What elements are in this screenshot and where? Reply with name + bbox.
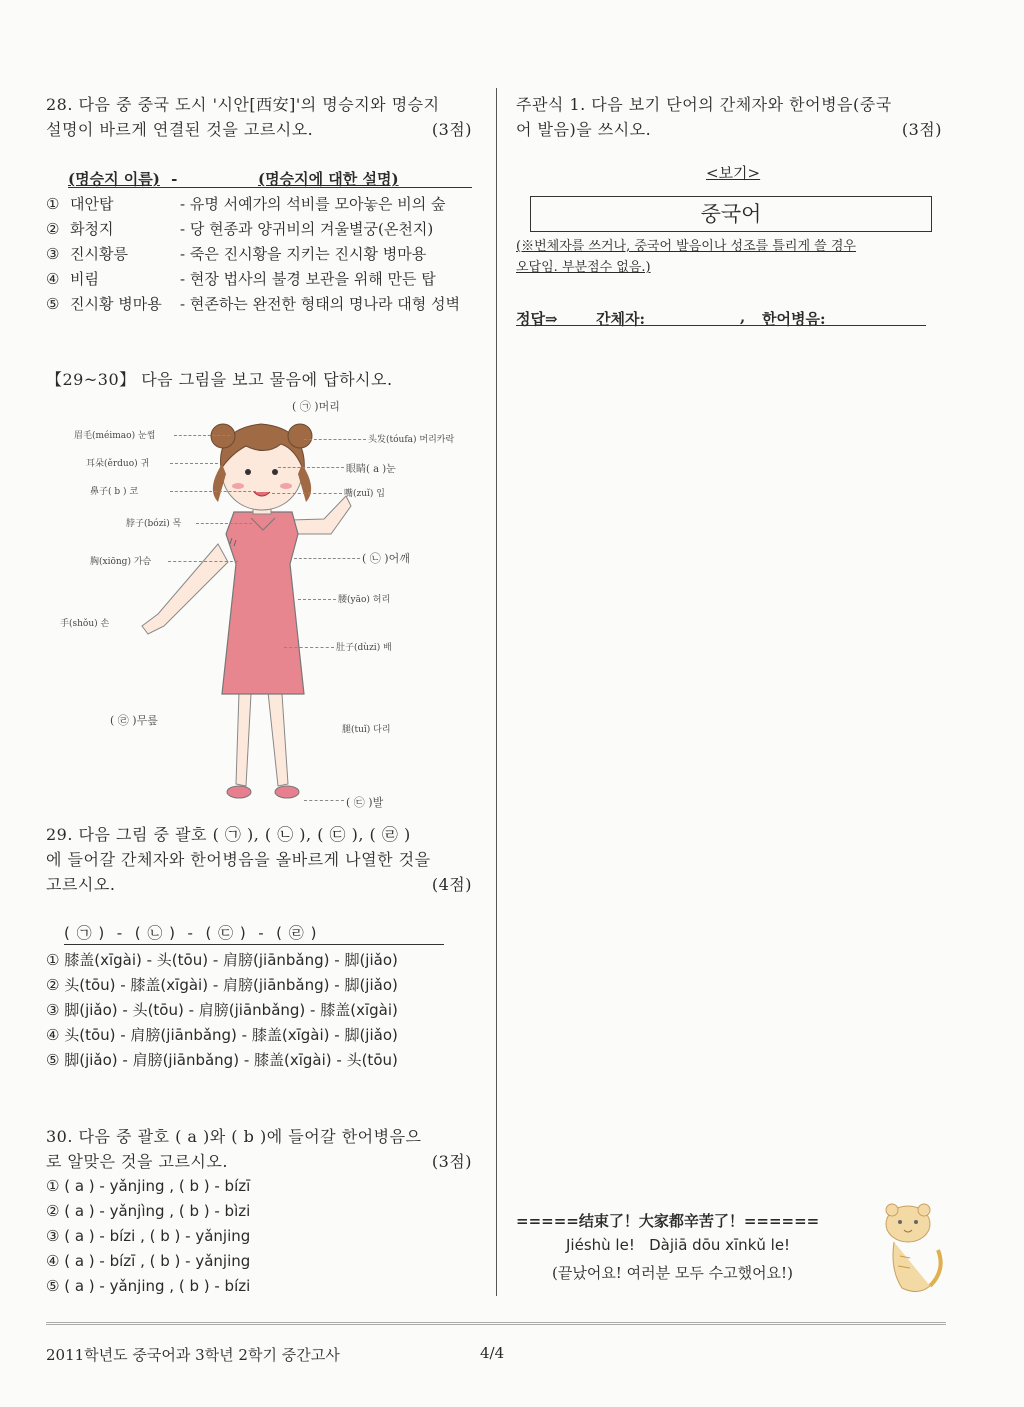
- q28-row: ① 대안탑 - 유명 서예가의 석비를 모아놓은 비의 숲: [46, 195, 446, 213]
- footer-exam-title: 2011학년도 중국어과 3학년 2학기 중간고사: [46, 1346, 340, 1364]
- closing-chinese: =====结束了！大家都辛苦了！======: [516, 1212, 820, 1230]
- label-chest: 胸(xiōng) 가슴: [90, 557, 152, 567]
- q28-stem: [46, 92, 478, 142]
- answer-simplified-label: 간체자:: [596, 310, 646, 328]
- leader-line: [304, 439, 366, 440]
- q29-stem: [46, 822, 478, 897]
- leader-line: [168, 561, 238, 562]
- label-mouth: 嘴(zuǐ) 입: [344, 489, 385, 499]
- sq1-line2: 어 발음)을 쓰시오.: [516, 120, 652, 139]
- label-waist: 腰(yāo) 허리: [338, 595, 391, 605]
- q29-30-intro: 【29~30】 다음 그림을 보고 물음에 답하시오.: [46, 370, 393, 389]
- grading-note: [516, 236, 856, 278]
- q30-choice[interactable]: ③ ( a ) - bízi , ( b ) - yǎnjing: [46, 1227, 251, 1245]
- q29-choice[interactable]: ① 膝盖(xīgài) - 头(tōu) - 肩膀(jiānbǎng) - 脚(jiǎo): [46, 951, 398, 969]
- label-leg: 腿(tuǐ) 다리: [342, 725, 391, 735]
- q29-choices: [46, 948, 398, 1073]
- q28-table: [46, 192, 486, 317]
- q30-choice[interactable]: ① ( a ) - yǎnjing , ( b ) - bízī: [46, 1177, 251, 1195]
- leader-line: [170, 463, 218, 464]
- subjective-q1-stem: [516, 92, 950, 142]
- closing-pinyin: Jiéshù le! Dàjiā dōu xīnkǔ le!: [566, 1236, 791, 1254]
- q29-line1: 29. 다음 그림 중 괄호 ( ㉠ ), ( ㉡ ), ( ㉢ ), ( ㉣ ): [46, 825, 411, 844]
- q28-line2: 설명이 바르게 연결된 것을 고르시오.: [46, 120, 314, 139]
- q30-choice[interactable]: ② ( a ) - yǎnjìng , ( b ) - bìzi: [46, 1202, 251, 1220]
- footer-page-number: 4/4: [480, 1344, 505, 1362]
- body-figure: [46, 394, 486, 814]
- column-divider: [496, 88, 497, 1296]
- q29-choice[interactable]: ② 头(tōu) - 膝盖(xīgài) - 肩膀(jiānbǎng) - 脚(jiǎo): [46, 976, 398, 994]
- q29-line2: 에 들어갈 간체자와 한어병음을 올바르게 나열한 것을: [46, 850, 431, 869]
- q30-line1: 30. 다음 중 괄호 ( a )와 ( b )에 들어갈 한어병음으: [46, 1127, 422, 1146]
- leader-line: [170, 491, 256, 492]
- q30-choices: [46, 1174, 250, 1299]
- q29-choice[interactable]: ④ 头(tōu) - 肩膀(jiānbǎng) - 膝盖(xīgài) - 脚(jiǎo): [46, 1026, 398, 1044]
- footer-divider: [46, 1322, 946, 1325]
- q28-line1: 28. 다음 중 중국 도시 '시안[西安]'의 명승지와 명승지: [46, 95, 440, 114]
- q30-line2: 로 알맞은 것을 고르시오.: [46, 1152, 228, 1171]
- note-line2: 오답임. 부분점수 없음.): [516, 260, 651, 275]
- answer-comma: ,: [740, 308, 746, 326]
- leader-line: [272, 493, 342, 494]
- sq1-line1: 주관식 1. 다음 보기 단어의 간체자와 한어병음(중국: [516, 95, 892, 114]
- tiger-mascot-icon: [880, 1200, 952, 1300]
- leader-line: [294, 558, 360, 559]
- bogi-title: <보기>: [706, 164, 761, 182]
- q29-header-underline: [64, 944, 444, 945]
- q28-row: ③ 진시황릉 - 죽은 진시황을 지키는 진시황 병마용: [46, 245, 427, 263]
- note-line1: (※번체자를 쓰거나, 중국어 발음이나 성조를 틀리게 쓸 경우: [516, 239, 856, 254]
- bogi-word: 중국어: [700, 202, 762, 226]
- q29-answer-header: ( ㉠ ) - ( ㉡ ) - ( ㉢ ) - ( ㉣ ): [64, 924, 318, 942]
- q28-head-desc: (명승지에 대한 설명): [258, 170, 399, 188]
- q28-header-underline: [68, 187, 472, 188]
- q28-points: (3점): [431, 120, 472, 139]
- q30-points: (3점): [431, 1152, 472, 1171]
- q29-choice[interactable]: ⑤ 脚(jiǎo) - 肩膀(jiānbǎng) - 膝盖(xīgài) - 头(tōu): [46, 1051, 398, 1069]
- q28-head-dash: -: [171, 170, 178, 188]
- label-hand: 手(shǒu) 손: [60, 619, 110, 629]
- answer-line: [516, 308, 926, 330]
- q29-points: (4점): [431, 875, 472, 894]
- label-neck: 脖子(bózi) 목: [126, 519, 182, 529]
- leader-line: [278, 467, 344, 468]
- q30-stem: [46, 1124, 478, 1174]
- q30-choice[interactable]: ⑤ ( a ) - yǎnjing , ( b ) - bízi: [46, 1277, 251, 1295]
- answer-pinyin-label: 한어병음:: [762, 310, 826, 328]
- closing-korean: (끝났어요! 여러분 모두 수고했어요!): [552, 1264, 793, 1282]
- label-belly: 肚子(dùzi) 배: [336, 643, 392, 653]
- sq1-points: (3점): [901, 120, 942, 139]
- bogi-box: [530, 196, 932, 232]
- leader-line: [304, 800, 344, 801]
- label-eyebrow: 眉毛(méimao) 눈썹: [74, 431, 156, 441]
- q29-line3: 고르시오.: [46, 875, 116, 894]
- label-ear: 耳朵(ěrduo) 귀: [86, 459, 150, 469]
- q30-choice[interactable]: ④ ( a ) - bízī , ( b ) - yǎnjing: [46, 1252, 251, 1270]
- q29-choice[interactable]: ③ 脚(jiǎo) - 头(tōu) - 肩膀(jiānbǎng) - 膝盖(xīgài): [46, 1001, 398, 1019]
- q28-row: ⑤ 진시황 병마용 - 현존하는 완전한 형태의 명나라 대형 성벽: [46, 295, 461, 313]
- leader-line: [284, 647, 334, 648]
- q28-row: ④ 비림 - 현장 법사의 불경 보관을 위해 만든 탑: [46, 270, 436, 288]
- label-eyes: 眼睛( a )눈: [346, 464, 396, 475]
- q28-row: ② 화청지 - 당 현종과 양귀비의 겨울별궁(온천지): [46, 220, 434, 238]
- label-shoulder: ( ㉡ )어깨: [362, 552, 410, 565]
- label-hair: 头发(tóufa) 머리카락: [368, 435, 455, 445]
- label-foot: ( ㉢ )발: [346, 796, 384, 809]
- leader-line: [298, 599, 336, 600]
- answer-underline[interactable]: [516, 325, 926, 326]
- label-head: ( ㉠ )머리: [292, 400, 340, 413]
- leader-line: [196, 523, 252, 524]
- label-nose: 鼻子( b ) 코: [90, 487, 139, 497]
- q28-head-name: (명승지 이름): [68, 170, 160, 188]
- leader-line: [174, 435, 230, 436]
- answer-label: 정답⇒: [516, 310, 558, 328]
- label-knee: ( ㉣ )무릎: [110, 714, 158, 727]
